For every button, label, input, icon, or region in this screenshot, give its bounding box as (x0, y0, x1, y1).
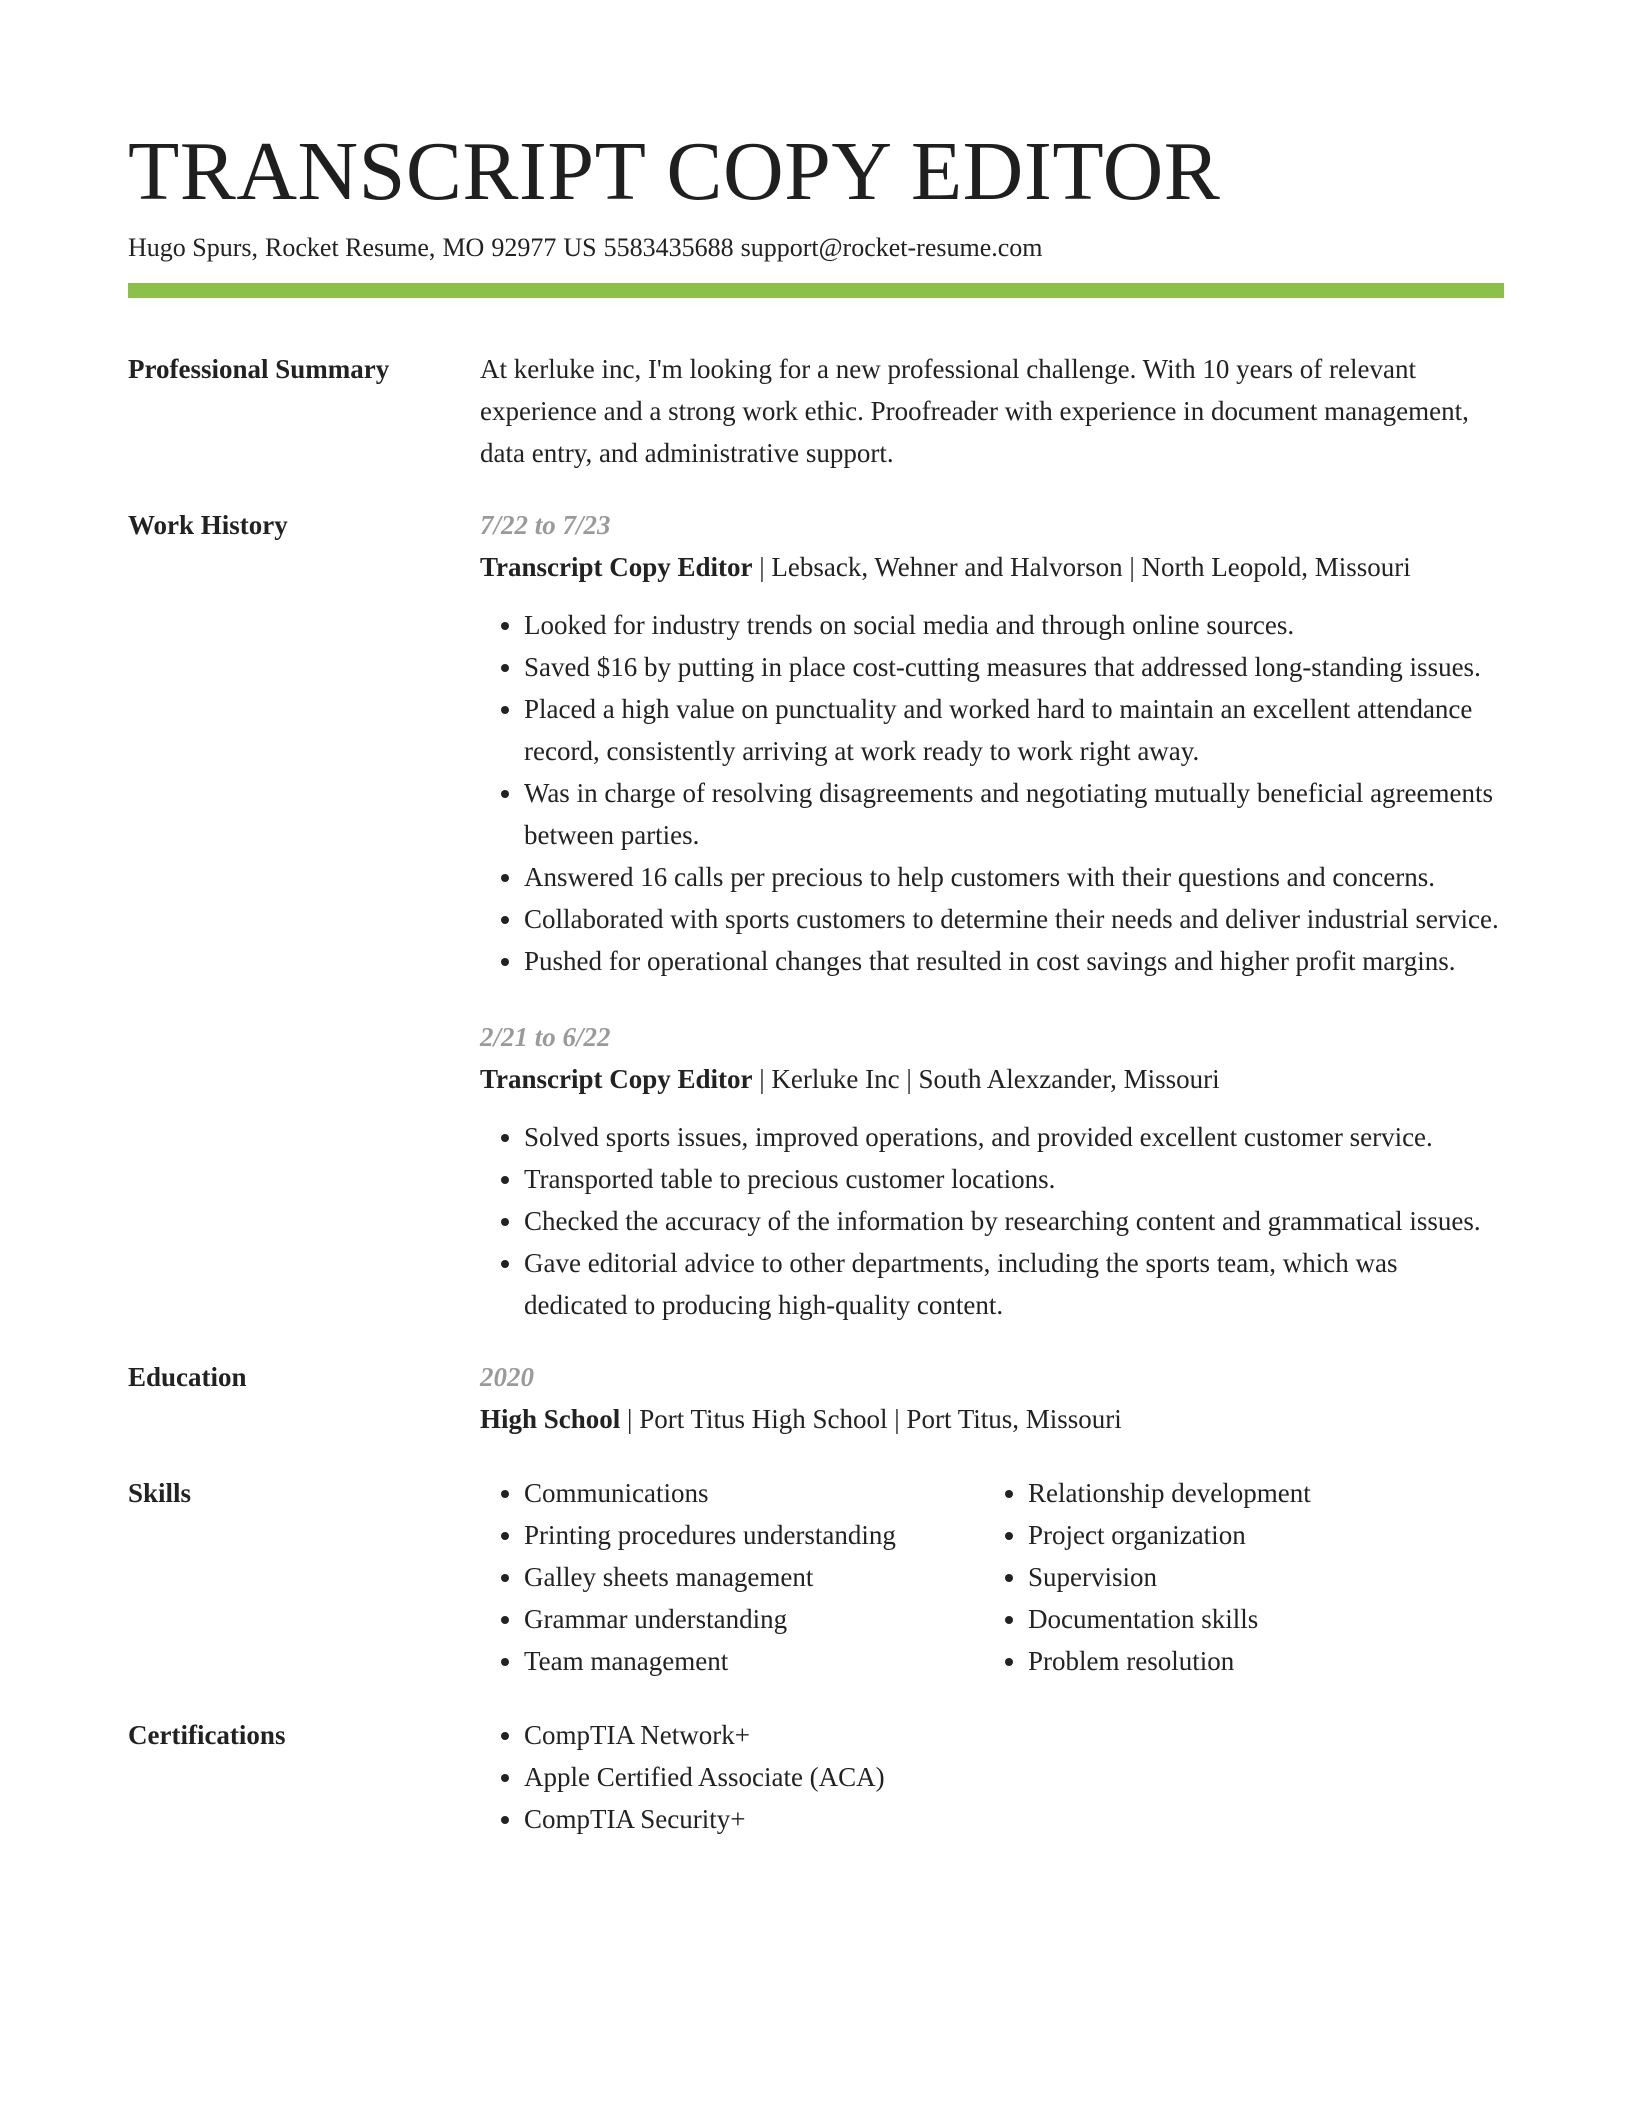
summary-text: At kerluke inc, I'm looking for a new professional challenge. With 10 years of relevant experience and a strong work ethic. Proofreader with experience in document management, data entry, and administrative support. (480, 354, 1469, 468)
list-item: • Grammar understanding (524, 1598, 984, 1640)
contact-company: Rocket Resume, (265, 233, 436, 262)
contact-line (128, 230, 1504, 266)
job-dates: 7/22 to 7/23 (480, 510, 611, 540)
list-item: • Documentation skills (1028, 1598, 1488, 1640)
list-item: • Galley sheets management (524, 1556, 984, 1598)
job-bullets (480, 604, 1504, 982)
contact-email[interactable]: support@rocket-resume.com (740, 233, 1043, 262)
job-details: | Lebsack, Wehner and Halvorson | North Leopold, Missouri (752, 552, 1411, 582)
work-history-label: Work History (128, 510, 288, 540)
job-heading (480, 1058, 1504, 1100)
accent-divider (128, 283, 1504, 298)
education-degree: High School (480, 1404, 621, 1434)
list-item: • Gave editorial advice to other departments, including the sports team, which was dedicated to producing high-quality content. (524, 1242, 1504, 1326)
list-item: • Problem resolution (1028, 1640, 1488, 1682)
job-bullets (480, 1116, 1504, 1326)
summary-label: Professional Summary (128, 354, 390, 384)
resume-page (128, 122, 1504, 1840)
contact-phone: 5583435688 (603, 233, 734, 262)
list-item: • Placed a high value on punctuality and worked hard to maintain an excellent attendance record, consistently arriving at work ready to work right away. (524, 688, 1504, 772)
contact-zip: 92977 (491, 233, 557, 262)
job-title: Transcript Copy Editor (480, 1064, 753, 1094)
skills-label: Skills (128, 1478, 192, 1508)
certifications-section (128, 1714, 1504, 1840)
education-heading (480, 1398, 1504, 1440)
list-item: • Transported table to precious customer locations. (524, 1158, 1504, 1200)
list-item: • Checked the accuracy of the information by researching content and grammatical issues. (524, 1200, 1504, 1242)
education-year: 2020 (480, 1362, 534, 1392)
job-entry (480, 1016, 1504, 1326)
job-entry (480, 504, 1504, 982)
list-item: • Answered 16 calls per precious to help customers with their questions and concerns. (524, 856, 1504, 898)
resume-title: TRANSCRIPT COPY EDITOR (128, 125, 1221, 218)
contact-state: MO (442, 233, 485, 262)
list-item: • CompTIA Network+ (524, 1714, 1504, 1756)
work-history-section (128, 504, 1504, 1326)
list-item: • Apple Certified Associate (ACA) (524, 1756, 1504, 1798)
education-section (128, 1356, 1504, 1440)
job-details: | Kerluke Inc | South Alexzander, Missouri (752, 1064, 1220, 1094)
list-item: • Relationship development (1028, 1472, 1488, 1514)
summary-section (128, 348, 1504, 474)
list-item: • Solved sports issues, improved operations, and provided excellent customer service. (524, 1116, 1504, 1158)
list-item: • Team management (524, 1640, 984, 1682)
list-item: • Printing procedures understanding (524, 1514, 984, 1556)
list-item: • Was in charge of resolving disagreements and negotiating mutually beneficial agreements between parties. (524, 772, 1504, 856)
certifications-label: Certifications (128, 1720, 286, 1750)
education-label: Education (128, 1362, 247, 1392)
list-item: • Pushed for operational changes that resulted in cost savings and higher profit margins. (524, 940, 1504, 982)
list-item: • Saved $16 by putting in place cost-cutting measures that addressed long-standing issues. (524, 646, 1504, 688)
education-details: | Port Titus High School | Port Titus, Missouri (620, 1404, 1122, 1434)
list-item: • Communications (524, 1472, 984, 1514)
job-heading (480, 546, 1504, 588)
skills-columns (480, 1472, 1504, 1682)
job-dates: 2/21 to 6/22 (480, 1022, 611, 1052)
contact-name: Hugo Spurs, (128, 233, 259, 262)
list-item: • Supervision (1028, 1556, 1488, 1598)
list-item: • Looked for industry trends on social media and through online sources. (524, 604, 1504, 646)
job-title: Transcript Copy Editor (480, 552, 753, 582)
contact-country: US (563, 233, 597, 262)
list-item: • CompTIA Security+ (524, 1798, 1504, 1840)
skills-list-left (480, 1472, 984, 1682)
list-item: • Project organization (1028, 1514, 1488, 1556)
list-item: • Collaborated with sports customers to determine their needs and deliver industrial service. (524, 898, 1504, 940)
skills-section (128, 1472, 1504, 1682)
skills-list-right (984, 1472, 1488, 1682)
certifications-list (480, 1714, 1504, 1840)
